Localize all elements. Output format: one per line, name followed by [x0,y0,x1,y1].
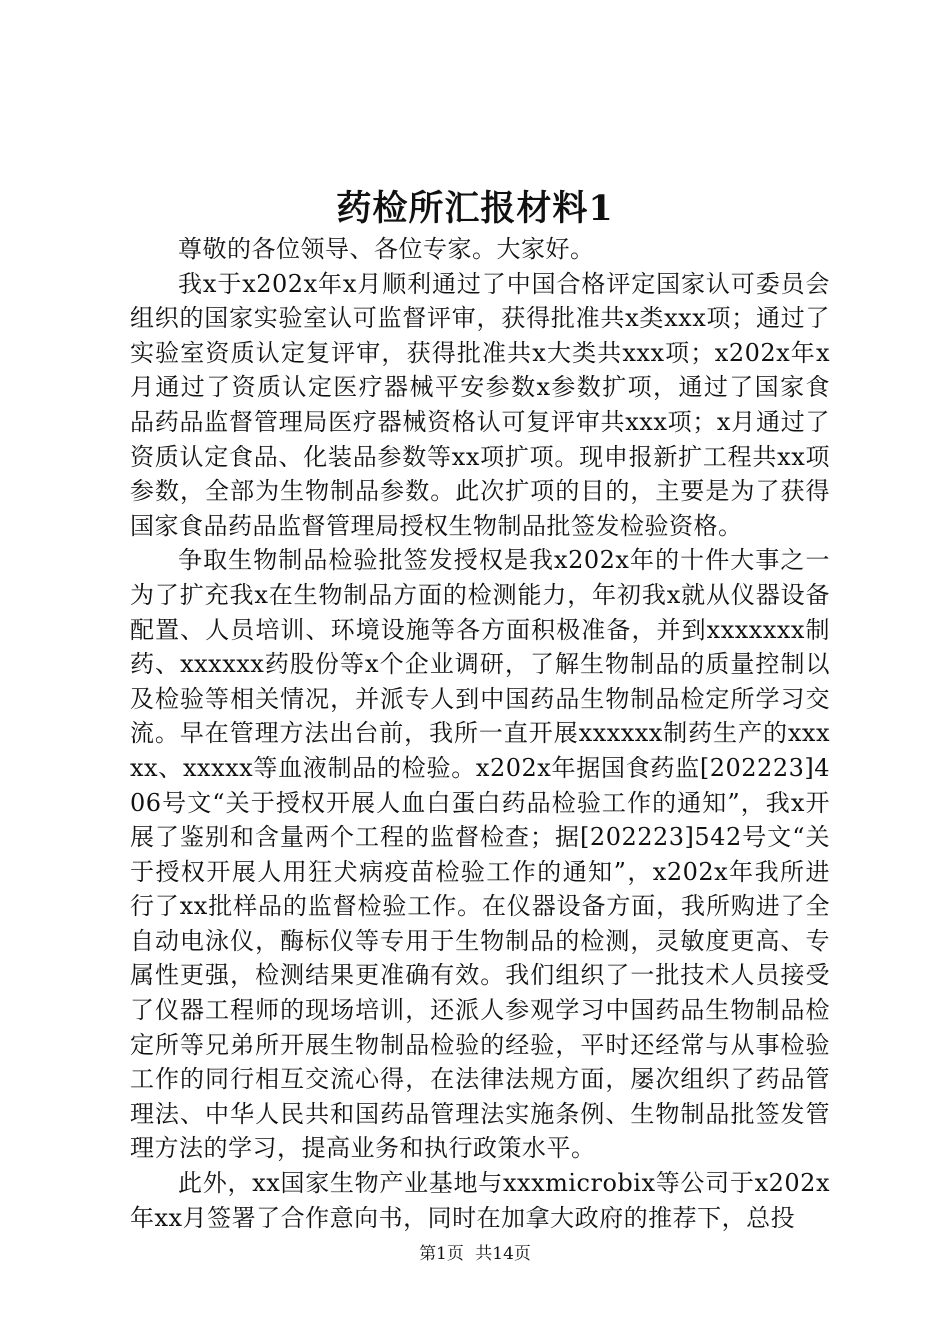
page-number: 第1页 [419,1244,464,1264]
paragraph-greeting: 尊敬的各位领导、各位专家。大家好。 [178,235,595,263]
paragraph-biological-products: 争取生物制品检验批签发授权是我x202x年的十件大事之一为了扩充我x在生物制品方面的检测能力，年初我x就从仪器设备配置、人员培训、环境设施等各方面积极准备，并到xxxxxxx制药、xxxxxx药股份等x个企业调研，了解生物制品的质量控制以及检验等相关情况，并派专人到中国药品生物制品检定所学习交流。早在管理方法出台前，我所一直开展xxxxxx制药生产的xxxxx、xxxxx等血液制品的检验。x202x年据国食药监[202223]406号文“关于授权开展人血白蛋白药品检验工作的通知”，我x开展了鉴别和含量两个工程的监督检查；据[202223]542号文“关于授权开展人用狂犬病疫苗检验工作的通知”，x202x年我所进行了xx批样品的监督检验工作。在仪器设备方面，我所购进了全自动电泳仪，酶标仪等专用于生物制品的检测，灵敏度更高、专属性更强，检测结果更准确有效。我们组织了一批技术人员接受了仪器工程师的现场培训，还派人参观学习中国药品生物制品检定所等兄弟所开展生物制品检验的经验，平时还经常与从事检验工作的同行相互交流心得，在法律法规方面，屡次组织了药品管理法、中华人民共和国药品管理法实施条例、生物制品批签发管理方法的学习，提高业务和执行政策水平。 [130,546,830,1163]
paragraph-accreditation: 我x于x202x年x月顺利通过了中国合格评定国家认可委员会组织的国家实验室认可监督评审，获得批准共x类xxx项；通过了实验室资质认定复评审，获得批准共x大类共xxx项；x202x年x月通过了资质认定医疗器械平安参数x参数扩项，通过了国家食品药品监督管理局医疗器械资格认可复评审共xxx项；x月通过了资质认定食品、化装品参数等xx项扩项。现申报新扩工程共xx项参数，全部为生物制品参数。此次扩项的目的，主要是为了获得国家食品药品监督管理局授权生物制品批签发检验资格。 [130,269,830,540]
document-body [130,232,830,1235]
page-footer [0,1243,950,1265]
paragraph-cooperation: 此外，xx国家生物产业基地与xxxmicrobix等公司于x202x年xx月签署了合作意向书，同时在加拿大政府的推荐下，总投 [130,1169,830,1232]
document-title: 药检所汇报材料1 [336,188,614,229]
page-total: 共14页 [475,1244,531,1264]
